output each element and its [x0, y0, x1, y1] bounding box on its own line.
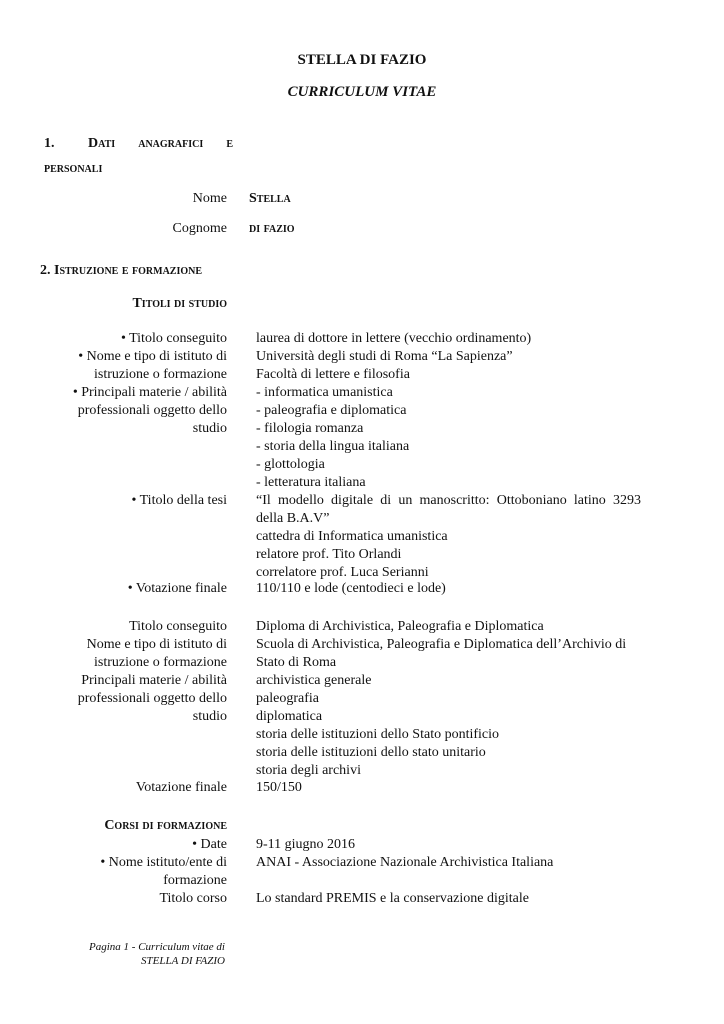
corso1-titolo-label: Titolo corso	[159, 891, 227, 906]
degree1-titolo-value: laurea di dottore in lettere (vecchio ordinamento)	[256, 331, 532, 346]
footer-line2: STELLA DI FAZIO	[141, 955, 225, 967]
corso1-date-value: 9-11 giugno 2016	[256, 837, 356, 852]
list-item: - paleografia e diplomatica	[256, 403, 407, 418]
degree2-istituto-label: Nome e tipo di istituto di istruzione o formazione	[86, 637, 227, 670]
degree2-materie-label: Principali materie / abilità professionali oggetto dello studio	[77, 673, 227, 724]
degree2-titolo-value: Diploma di Archivistica, Paleografia e Diplomatica	[256, 619, 544, 634]
corso1-date-label: • Date	[192, 837, 227, 852]
degree1-tesi-value: “Il modello digitale di un manoscritto: Ottoboniano latino 3293 della B.A.V” cattedra di Informatica umanistica relatore prof. Tito Orlandi correlatore prof. Luca Serianni	[256, 493, 641, 580]
degree2-titolo-label: Titolo conseguito	[129, 619, 227, 634]
degree1-tesi-label: • Titolo della tesi	[131, 493, 227, 508]
degree1-titolo-label: • Titolo conseguito	[120, 331, 227, 346]
section1-number: 1.	[44, 136, 55, 151]
list-item: - informatica umanistica	[256, 385, 393, 400]
cv-subtitle: CURRICULUM VITAE	[287, 84, 437, 100]
section1-title-cont: personali	[44, 161, 103, 176]
degree1-materie-label: • Principali materie / abilità professionali oggetto dello studio	[72, 385, 227, 436]
degree1-voto-value: 110/110 e lode (centodieci e lode)	[256, 581, 446, 596]
cognome-label: Cognome	[172, 221, 227, 236]
list-item: archivistica generale	[256, 673, 372, 688]
section2-title: 2. Istruzione e formazione	[40, 263, 203, 278]
cognome-value: di fazio	[249, 221, 295, 236]
nome-label: Nome	[192, 191, 227, 206]
degree1-istituto-label: • Nome e tipo di istituto di istruzione o formazione	[78, 349, 227, 382]
degree2-voto-value: 150/150	[256, 780, 302, 795]
degree1-materie-list	[256, 384, 641, 492]
list-item: - storia della lingua italiana	[256, 439, 410, 454]
degree2-istituto-value: Scuola di Archivistica, Paleografia e Diplomatica dell’Archivio di Stato di Roma	[256, 637, 627, 670]
footer-line1: Pagina 1 - Curriculum vitae di	[89, 941, 225, 953]
nome-value: Stella	[249, 191, 291, 206]
list-item: storia delle istituzioni dello stato unitario	[256, 745, 486, 760]
section1-title: Dati anagrafici e	[88, 136, 233, 151]
list-item: - glottologia	[256, 457, 325, 472]
list-item: - letteratura italiana	[256, 475, 366, 490]
titoli-di-studio-heading: Titoli di studio	[132, 296, 227, 311]
list-item: paleografia	[256, 691, 319, 706]
cv-owner-name: STELLA DI FAZIO	[297, 52, 427, 68]
list-item: diplomatica	[256, 709, 323, 724]
corso1-ente-label: • Nome istituto/ente di formazione	[100, 855, 227, 888]
corsi-heading: Corsi di formazione	[104, 818, 227, 833]
degree1-istituto-value: Università degli studi di Roma “La Sapienza” Facoltà di lettere e filosofia	[256, 349, 513, 382]
degree2-materie-list	[256, 672, 641, 780]
degree1-voto-label: • Votazione finale	[127, 581, 227, 596]
list-item: - filologia romanza	[256, 421, 364, 436]
corso1-ente-value: ANAI - Associazione Nazionale Archivistica Italiana	[256, 855, 554, 870]
list-item: storia degli archivi	[256, 763, 361, 778]
corso1-titolo-value: Lo standard PREMIS e la conservazione digitale	[256, 891, 529, 906]
page-footer	[60, 940, 225, 968]
list-item: storia delle istituzioni dello Stato pontificio	[256, 727, 500, 742]
degree2-voto-label: Votazione finale	[135, 780, 227, 795]
